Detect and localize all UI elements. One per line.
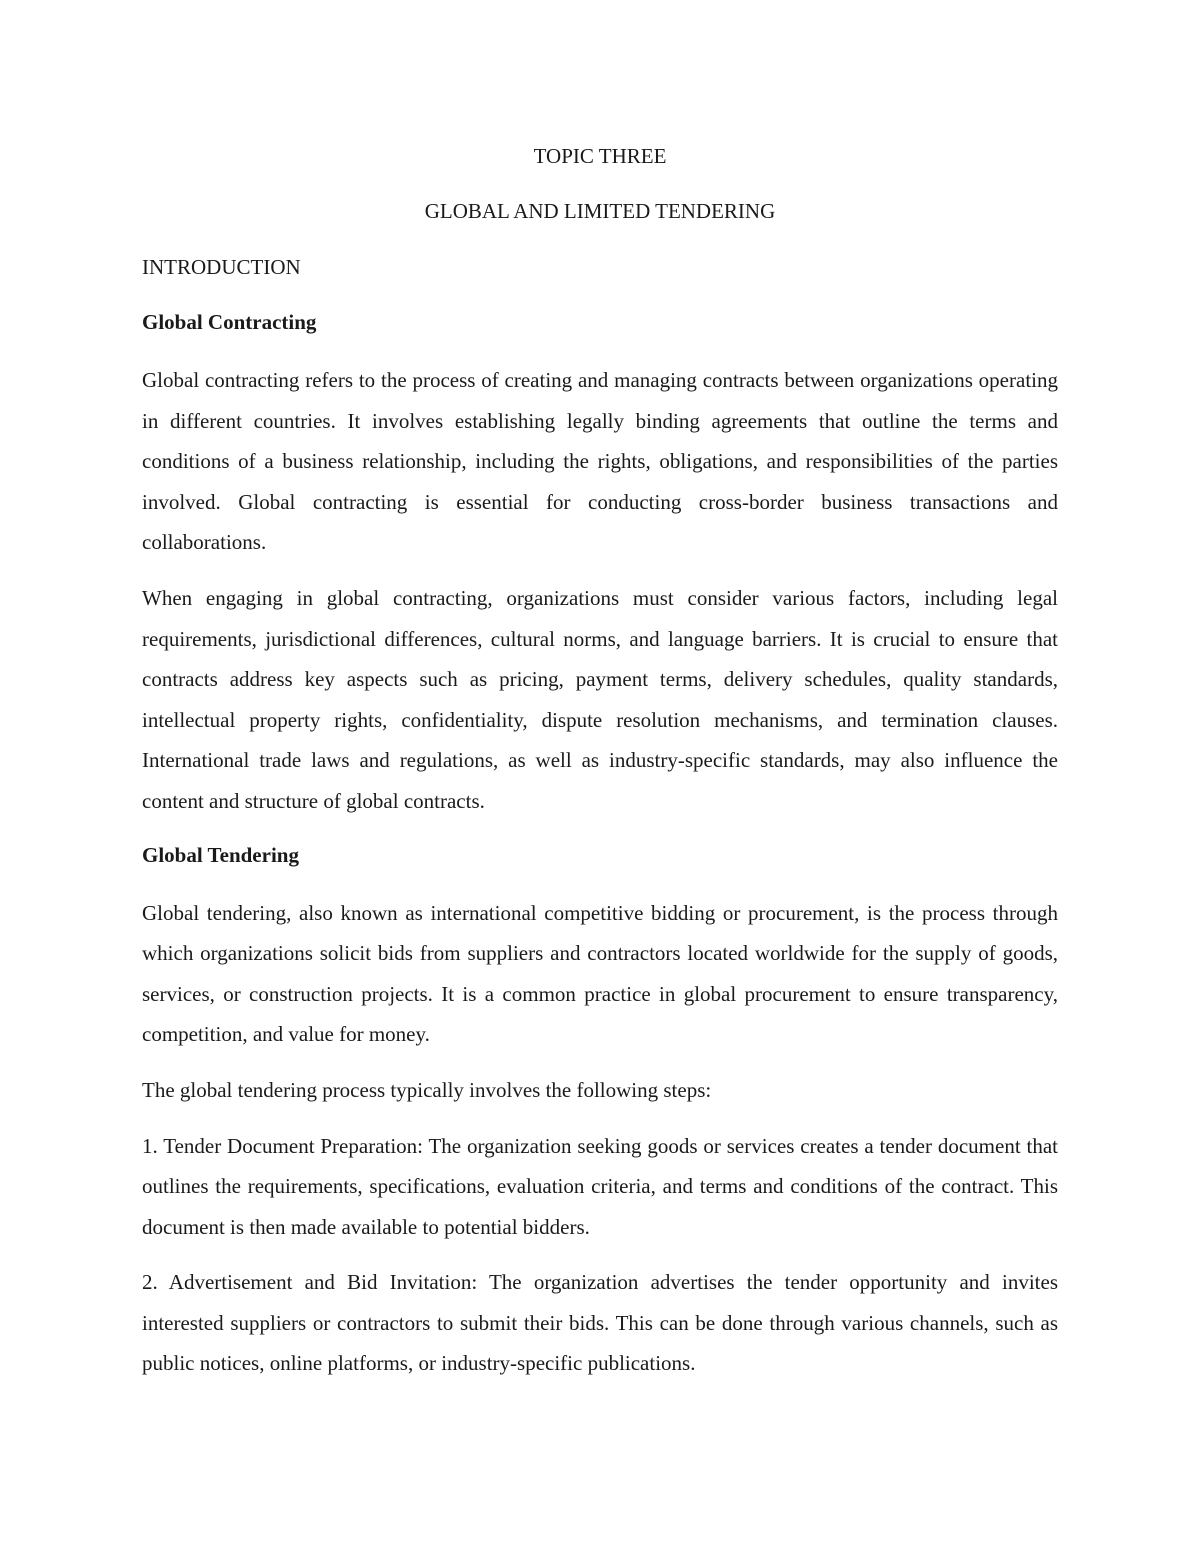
paragraph: The global tendering process typically involves the following steps: bbox=[142, 1077, 712, 1102]
numbered-step: 1. Tender Document Preparation: The organization seeking goods or services creates a tender document that outlines the requirements, specifications, evaluation criteria, and terms and conditions of the contract. This document is then made available to potential bidders. bbox=[142, 1133, 1058, 1239]
document-title: GLOBAL AND LIMITED TENDERING bbox=[424, 199, 776, 223]
paragraph: Global tendering, also known as international competitive bidding or procurement, is the process through which organizations solicit bids from suppliers and contractors located worldwide for the supply of goods, services, or construction projects. It is a common practice in global procurement to ensure transparency, competition, and value for money. bbox=[142, 900, 1058, 1047]
subheading-global-contracting: Global Contracting bbox=[142, 310, 317, 334]
paragraph: When engaging in global contracting, organizations must consider various factors, including legal requirements, jurisdictional differences, cultural norms, and language barriers. It is crucial to ensure that contracts address key aspects such as pricing, payment terms, delivery schedules, quality standards, intellectual property rights, confidentiality, dispute resolution mechanisms, and termination clauses. International trade laws and regulations, as well as industry-specific standards, may also influence the content and structure of global contracts. bbox=[142, 585, 1058, 813]
section-heading-introduction: INTRODUCTION bbox=[142, 255, 301, 279]
subheading-global-tendering: Global Tendering bbox=[142, 842, 299, 867]
paragraph: Global contracting refers to the process of creating and managing contracts between organizations operating in different countries. It involves establishing legally binding agreements that outline the terms and conditions of a business relationship, including the rights, obligations, and responsibilities of the parties involved. Global contracting is essential for conducting cross-border business transactions and collaborations. bbox=[142, 368, 1058, 555]
numbered-step: 2. Advertisement and Bid Invitation: The organization advertises the tender opportunity and invites interested suppliers or contractors to submit their bids. This can be done through various channels, such as public notices, online platforms, or industry-specific publications. bbox=[142, 1270, 1058, 1376]
topic-label: TOPIC THREE bbox=[533, 144, 667, 168]
document-body bbox=[142, 138, 1058, 1384]
